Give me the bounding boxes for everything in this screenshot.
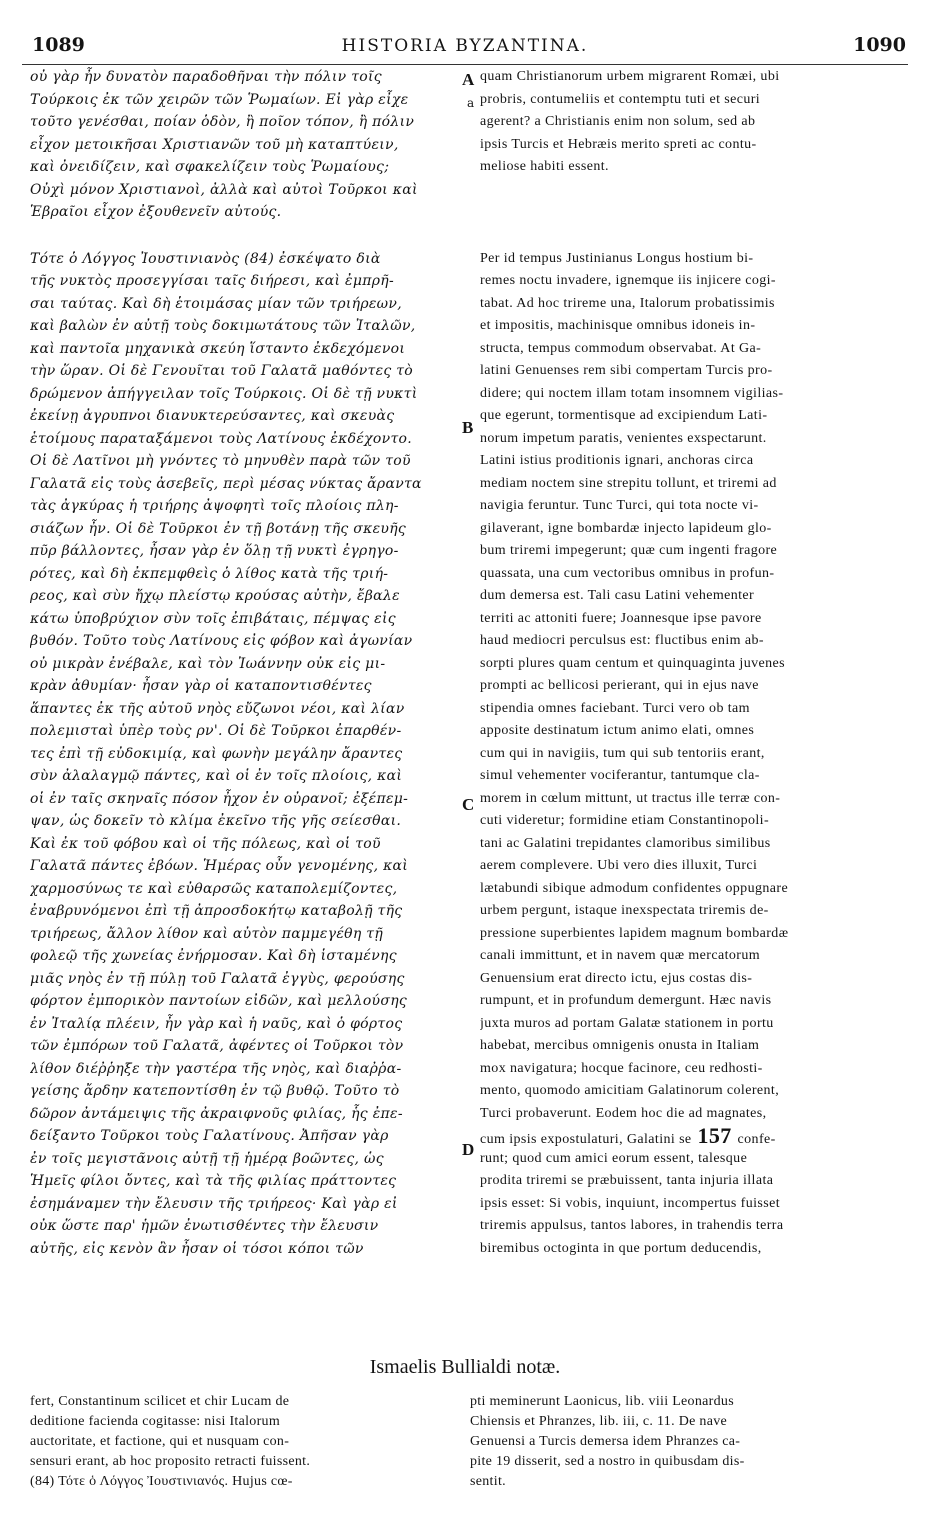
greek-text-line: ἐκείνῃ ἀγρυπνοι διανυκτερεύσαντες, καὶ σκευὰς <box>30 408 395 424</box>
latin-text-line: cum ipsis expostulaturi, Galatini se 157 confe- <box>480 1125 776 1148</box>
greek-text-line: οἱ ἐν ταῖς σκηναῖς πόσον ἦχον ἐν οὐρανοῖ; ἐξέπεμ- <box>30 790 409 807</box>
running-title: HISTORIA BYZANTINA. <box>341 36 589 56</box>
note-text-line: auctoritate, et factione, qui et nusquam con- <box>30 1434 290 1449</box>
greek-text-line: Ἡμεῖς φίλοι ὄντες, καὶ τὰ τῆς φιλίας πράττοντες <box>30 1173 397 1189</box>
greek-text-line: Καὶ ἐκ τοῦ φόβου καὶ οἱ τῆς πόλεως, καὶ οἱ τοῦ <box>30 835 381 852</box>
latin-text-line: habebat, mercibus omnigenis onusta in Italiam <box>480 1038 760 1053</box>
margin-marker-d: D <box>462 1140 475 1159</box>
latin-text-line: et impositis, machinisque omnibus idoneis in- <box>480 318 756 333</box>
greek-text-line: καὶ παντοῖα μηχανικὰ σκεύη ἵσταντο ἐκδεχόμενοι <box>30 340 406 357</box>
greek-text-line: βυθόν. Τοῦτο τοὺς Λατίνους εἰς φόβον καὶ ἀγωνίαν <box>30 633 413 649</box>
latin-text-line: latini Genuenses rem sibi compertam Turcis pro- <box>480 363 773 378</box>
latin-text-line: haud mediocri perculsus est: fluctibus enim ab- <box>480 633 764 648</box>
latin-text-line: aerem complevere. Ubi vero dies illuxit, Turci <box>480 858 758 873</box>
latin-text-line: cuti videretur; formidine etiam Constantinopoli- <box>480 813 770 828</box>
latin-text-line: cum qui in navigiis, tum qui sub tentoriis erant, <box>480 745 765 761</box>
greek-text-line: ἑτοίμους παραταξάμενοι τοὺς Λατίνους ἐκδέχοντο. <box>30 430 412 447</box>
margin-note-a: a <box>467 96 475 110</box>
note-text-line: Chiensis et Phranzes, lib. iii, c. 11. De nave <box>470 1414 728 1429</box>
latin-text-line: tani ac Galatini trepidantes clamoribus similibus <box>480 835 771 851</box>
greek-text-line: χαρμοσύνως τε καὶ εὐθαρσῶς καταπολεμίζοντες, <box>30 880 398 897</box>
greek-text-line: τῶν ἐμπόρων τοῦ Γαλατᾶ, ἀφέντες οἱ Τοῦρκοι τὸν <box>30 1038 404 1054</box>
greek-text-line: γείσης ἄρδην κατεποντίσθη ἐν τῷ βυθῷ. Τοῦτο τὸ <box>30 1083 400 1099</box>
folio-number: 157 <box>691 1125 738 1148</box>
latin-text-line: quam Christianorum urbem migrarent Romæi, ubi <box>480 69 780 84</box>
note-text-line: sentit. <box>470 1474 506 1489</box>
latin-text-line: Turci probaverunt. Eodem hoc die ad magnates, <box>480 1105 767 1121</box>
greek-text-line: φολεῷ τῆς χωνείας ἐνήρμοσαν. Καὶ δὴ ἱσταμένης <box>30 948 397 964</box>
latin-text-line: juxta muros ad portam Galatæ stationem in portu <box>480 1015 774 1031</box>
latin-text-line: dum demersa est. Tali casu Latini vehementer <box>480 588 755 603</box>
note-text-line: pite 19 disserit, sed a nostro in quibusdam dis- <box>470 1454 745 1469</box>
greek-paragraph-1 <box>30 66 460 224</box>
note-text-line: Genuensi a Turcis demersa idem Phranzes ca- <box>470 1434 741 1449</box>
latin-text-line: structa, tempus commodum observabat. At Ga- <box>480 340 762 356</box>
greek-text-line: ἐν τοῖς μεγιστᾶνοις αὐτῇ τῇ ἡμέρᾳ βοῶντες, ὡς <box>30 1150 384 1167</box>
greek-text-line: ἅπαντες ἐκ τῆς αὐτοῦ νηὸς εὔζωνοι νέοι, καὶ λίαν <box>30 700 405 717</box>
latin-paragraph-1 <box>480 66 900 179</box>
left-page-number: 1089 <box>32 34 85 56</box>
notes-title: Ismaelis Bullialdi notæ. <box>369 1356 561 1378</box>
greek-text-line: τες ἐπὶ τῇ εὐδοκιμίᾳ, καὶ φωνὴν μεγάλην ἄραντες <box>30 745 403 762</box>
latin-text-line: navigia feruntur. Tunc Turci, qui tota nocte vi- <box>480 498 759 513</box>
latin-text-line: ipsis Turcis et Hebræis merito spreti ac contu- <box>480 136 757 152</box>
note-text-line: (84) Τότε ὁ Λόγγος Ἰουστινιανός. Hujus cœ- <box>30 1474 293 1489</box>
latin-text-line: rumpunt, et in profundum demergunt. Hæc navis <box>480 993 772 1008</box>
greek-text-line: Γαλατᾶ εἰς τοὺς ἀσεβεῖς, περὶ μέσας νύκτας ἄραντα <box>30 475 422 492</box>
latin-text-line: gilaverant, igne bombardæ injecto lapideum glo- <box>480 520 772 536</box>
greek-text-line: οὐ γὰρ ἦν δυνατὸν παραδοθῆναι τὴν πόλιν τοῖς <box>30 69 382 85</box>
greek-text-line: οὐκ ὥστε παρ' ἡμῶν ἐνωτισθέντες τὴν ἔλευσιν <box>30 1218 379 1234</box>
notes-left-column <box>30 1392 450 1492</box>
greek-text-line: πολεμισταὶ ὑπὲρ τοὺς ρν'. Οἱ δὲ Τοῦρκοι ἐπαρθέν- <box>30 723 402 739</box>
greek-text-line: Οὐχὶ μόνον Χριστιανοὶ, ἀλλὰ καὶ αὐτοὶ Τοῦρκοι καὶ <box>30 181 418 198</box>
greek-text-line: Οἱ δὲ Λατῖνοι μὴ γνόντες τὸ μηνυθὲν παρὰ τῶν τοῦ <box>30 453 411 469</box>
greek-text-line: κρὰν ἀθυμίαν· ἦσαν γὰρ οἱ καταποντισθέντες <box>30 678 372 694</box>
greek-text-line: τριήρεως, ἄλλον λίθον καὶ αὐτὸν παμμεγέθη τῇ <box>30 925 384 942</box>
latin-text-line: lætabundi sibique admodum confidentes oppugnare <box>480 880 789 896</box>
latin-text-line: remes noctu invadere, ignemque iis injicere cogi- <box>480 273 776 288</box>
greek-text-line: δρώμενον ἀπήγγειλαν τοῖς Τούρκοις. Οἱ δὲ τῇ νυκτὶ <box>30 385 418 402</box>
greek-text-line: ἐναβρυνόμενοι ἐπὶ τῇ ἀπροσδοκήτῳ καταβολῇ τῆς <box>30 903 403 919</box>
latin-text-line: triremis appulsus, tantos labores, in trahendis terra <box>480 1218 784 1233</box>
running-header <box>22 34 908 65</box>
greek-text-line: καὶ βαλὼν ἐν αὐτῇ τοὺς δοκιμωτάτους τῶν Ἰταλῶν, <box>30 318 416 334</box>
latin-column <box>480 66 900 1260</box>
greek-text-line: σιάζων ἦν. Οἱ δὲ Τοῦρκοι ἐν τῇ βοτάνῃ τῆς σκευῆς <box>30 520 407 537</box>
latin-text-line: ipsis esset: Si vobis, inquiunt, incompertus fuisset <box>480 1195 781 1211</box>
latin-text-line: simul vehementer vociferantur, tantumque cla- <box>480 768 760 783</box>
latin-text-line: runt; quod cum amici eorum essent, talesque <box>480 1150 748 1166</box>
margin-marker-a: A <box>462 70 475 89</box>
greek-text-line: ψαν, ὡς δοκεῖν τὸ κλίμα ἐκεῖνο τῆς γῆς σείεσθαι. <box>30 813 402 829</box>
greek-text-line: Τούρκοις ἐκ τῶν χειρῶν τῶν Ῥωμαίων. Εἰ γὰρ εἶχε <box>30 91 409 108</box>
latin-text-line: norum impetum paratis, venientes exspectarunt. <box>480 430 767 446</box>
greek-column <box>30 66 460 1260</box>
note-text-line: deditione facienda cogitasse: nisi Italorum <box>30 1414 281 1429</box>
latin-text-line: sorpti plures quam centum et quinquaginta juvenes <box>480 655 785 671</box>
latin-text-line: prompti ac bellicosi perierant, qui in ejus nave <box>480 678 759 693</box>
greek-text-line: αὐτῆς, εἰς κενὸν ἂν ἦσαν οἱ τόσοι κόποι τῶν <box>30 1240 364 1257</box>
margin-marker-c: C <box>462 795 475 814</box>
greek-text-line: λίθον διέῤῥηξε τὴν γαστέρα τῆς νηὸς, καὶ διαῤῥα- <box>30 1060 402 1077</box>
latin-text-line: morem in cœlum mittunt, ut tractus ille terræ con- <box>480 790 781 806</box>
latin-text-line: prodita triremi se præbuissent, tanta injuria illata <box>480 1173 774 1188</box>
note-text-line: sensuri erant, ab hoc proposito retracti fuissent. <box>30 1454 311 1469</box>
greek-text-line: τὰς ἀγκύρας ἡ τριήρης ἀψοφητὶ τοῖς πλοίοις πλη- <box>30 498 399 514</box>
greek-text-line: ρότες, καὶ δὴ ἐκπεμφθεὶς ὁ λίθος κατὰ τῆς τριή- <box>30 565 389 582</box>
greek-text-line: καὶ ὀνειδίζειν, καὶ σφακελίζειν τοὺς Ῥωμαίους; <box>30 159 390 175</box>
latin-text-line: bum triremi impegerunt; quæ cum ingenti fragore <box>480 543 778 558</box>
greek-paragraph-2 <box>30 248 460 1261</box>
greek-text-line: τοῦτο γενέσθαι, ποίαν ὁδὸν, ἢ ποῖον τόπον, ἢ πόλιν <box>30 114 415 130</box>
greek-text-line: οὐ μικρὰν ἐνέβαλε, καὶ τὸν Ἰωάννην οὐκ εἰς μι- <box>30 655 386 672</box>
latin-text-line: meliose habiti essent. <box>480 159 609 174</box>
latin-text-line: mediam noctem sine strepitu tollunt, et triremi ad <box>480 475 777 491</box>
latin-paragraph-2 <box>480 248 900 1261</box>
greek-text-line: ρεος, καὶ σὺν ἤχῳ πλείστῳ κρούσας αὐτὴν, ἔβαλε <box>30 588 400 604</box>
note-text-line: fert, Constantinum scilicet et chir Lucam de <box>30 1394 290 1409</box>
latin-text-line: Per id tempus Justinianus Longus hostium bi- <box>480 250 754 266</box>
latin-text-line: que egerunt, tormentisque ad excipiendum Lati- <box>480 408 768 423</box>
note-text-line: pti meminerunt Laonicus, lib. viii Leonardus <box>470 1394 734 1409</box>
greek-text-line: σαι ταύτας. Καὶ δὴ ἑτοιμάσας μίαν τῶν τριήρεων, <box>30 295 402 312</box>
greek-text-line: πῦρ βάλλοντες, ἦσαν γὰρ ἐν ὅλῃ τῇ νυκτὶ ἐγρηγο- <box>30 543 399 559</box>
latin-text-line: didere; qui noctem illam totam insomnem vigilias- <box>480 385 784 401</box>
latin-text-line: apposite destinatum ictum animo elati, omnes <box>480 723 755 738</box>
greek-text-line: τὴν ὥραν. Οἱ δὲ Γενουῖται τοῦ Γαλατᾶ μαθόντες τὸ <box>30 363 414 379</box>
latin-text-line: biremibus octoginta in que portum deducendis, <box>480 1240 762 1256</box>
latin-text-line: quassata, una cum vectoribus omnibus in profun- <box>480 565 775 581</box>
greek-text-line: Ἑβραῖοι εἶχον ἐξουθενεῖν αὐτούς. <box>30 204 282 220</box>
notes-right-column <box>470 1392 900 1492</box>
margin-marker-b: B <box>462 418 474 437</box>
greek-text-line: εἶχον μετοικῆσαι Χριστιανῶν τοῦ μὴ καταπτύειν, <box>30 136 399 153</box>
greek-text-line: ἐν Ἰταλίᾳ πλέειν, ἦν γὰρ καὶ ἡ ναῦς, καὶ ὁ φόρτος <box>30 1015 403 1032</box>
greek-text-line: τῆς νυκτὸς προσεγγίσαι ταῖς διήρεσι, καὶ ἐμπρῆ- <box>30 273 395 289</box>
latin-text-line: probris, contumeliis et contemptu tuti et securi <box>480 91 761 107</box>
greek-text-line: μιᾶς νηὸς ἐν τῇ πύλῃ τοῦ Γαλατᾶ ἐγγὺς, φερούσης <box>30 970 405 987</box>
greek-text-line: Γαλατᾶ πάντες ἐβόων. Ἡμέρας οὖν γενομένης, καὶ <box>30 858 409 874</box>
latin-text-line: mento, quomodo amicitiam Galatinorum colerent, <box>480 1083 780 1098</box>
greek-text-line: φόρτον ἐμπορικὸν παντοίων εἰδῶν, καὶ μελλούσης <box>30 993 408 1009</box>
latin-text-line: agerent? a Christianis enim non solum, sed ab <box>480 114 756 129</box>
latin-text-line: Genuensium erat directo ictu, ejus costas dis- <box>480 970 753 986</box>
greek-text-line: σὺν ἀλαλαγμῷ πάντες, καὶ οἱ ἐν τοῖς πλοίοις, καὶ <box>30 768 403 784</box>
latin-text-line: urbem pergunt, istaque inexspectata triremis de- <box>480 903 769 918</box>
greek-text-line: ἐσημάναμεν τὴν ἔλευσιν τῆς τριήρεος· Καὶ γὰρ εἰ <box>30 1195 398 1212</box>
right-page-number: 1090 <box>853 34 906 56</box>
greek-text-line: δείξαντο Τοῦρκοι τοὺς Γαλατίνους. Ἀπῆσαν γὰρ <box>30 1128 389 1144</box>
greek-text-line: δῶρον ἀντάμειψις τῆς ἀκραιφνοῦς φιλίας, ἧς ἐπε- <box>30 1105 403 1122</box>
latin-text-line: tabat. Ad hoc trireme una, Italorum probatissimis <box>480 295 775 311</box>
latin-text-line: pressione superbientes lapidem magnum bombardæ <box>480 925 789 941</box>
latin-text-line: mox navigatura; hocque facinore, ceu redhosti- <box>480 1060 763 1076</box>
latin-text-line: canali immittunt, et in navem quæ mercatorum <box>480 948 761 963</box>
latin-text-line: territi ac attoniti fuere; Joannesque ipse pavore <box>480 610 762 626</box>
latin-text-line: stipendia omnes faciebant. Turci vero ob tam <box>480 700 750 716</box>
latin-text-line: Latini istius proditionis ignari, anchoras circa <box>480 453 754 468</box>
folio-continuation: confe- <box>737 1132 776 1147</box>
greek-text-line: κάτω ὑποβρύχιον σὺν τοῖς ἐπιβάταις, πέμψας εἰς <box>30 610 396 627</box>
greek-text-line: Τότε ὁ Λόγγος Ἰουστινιανὸς (84) ἐσκέψατο διὰ <box>30 250 381 267</box>
